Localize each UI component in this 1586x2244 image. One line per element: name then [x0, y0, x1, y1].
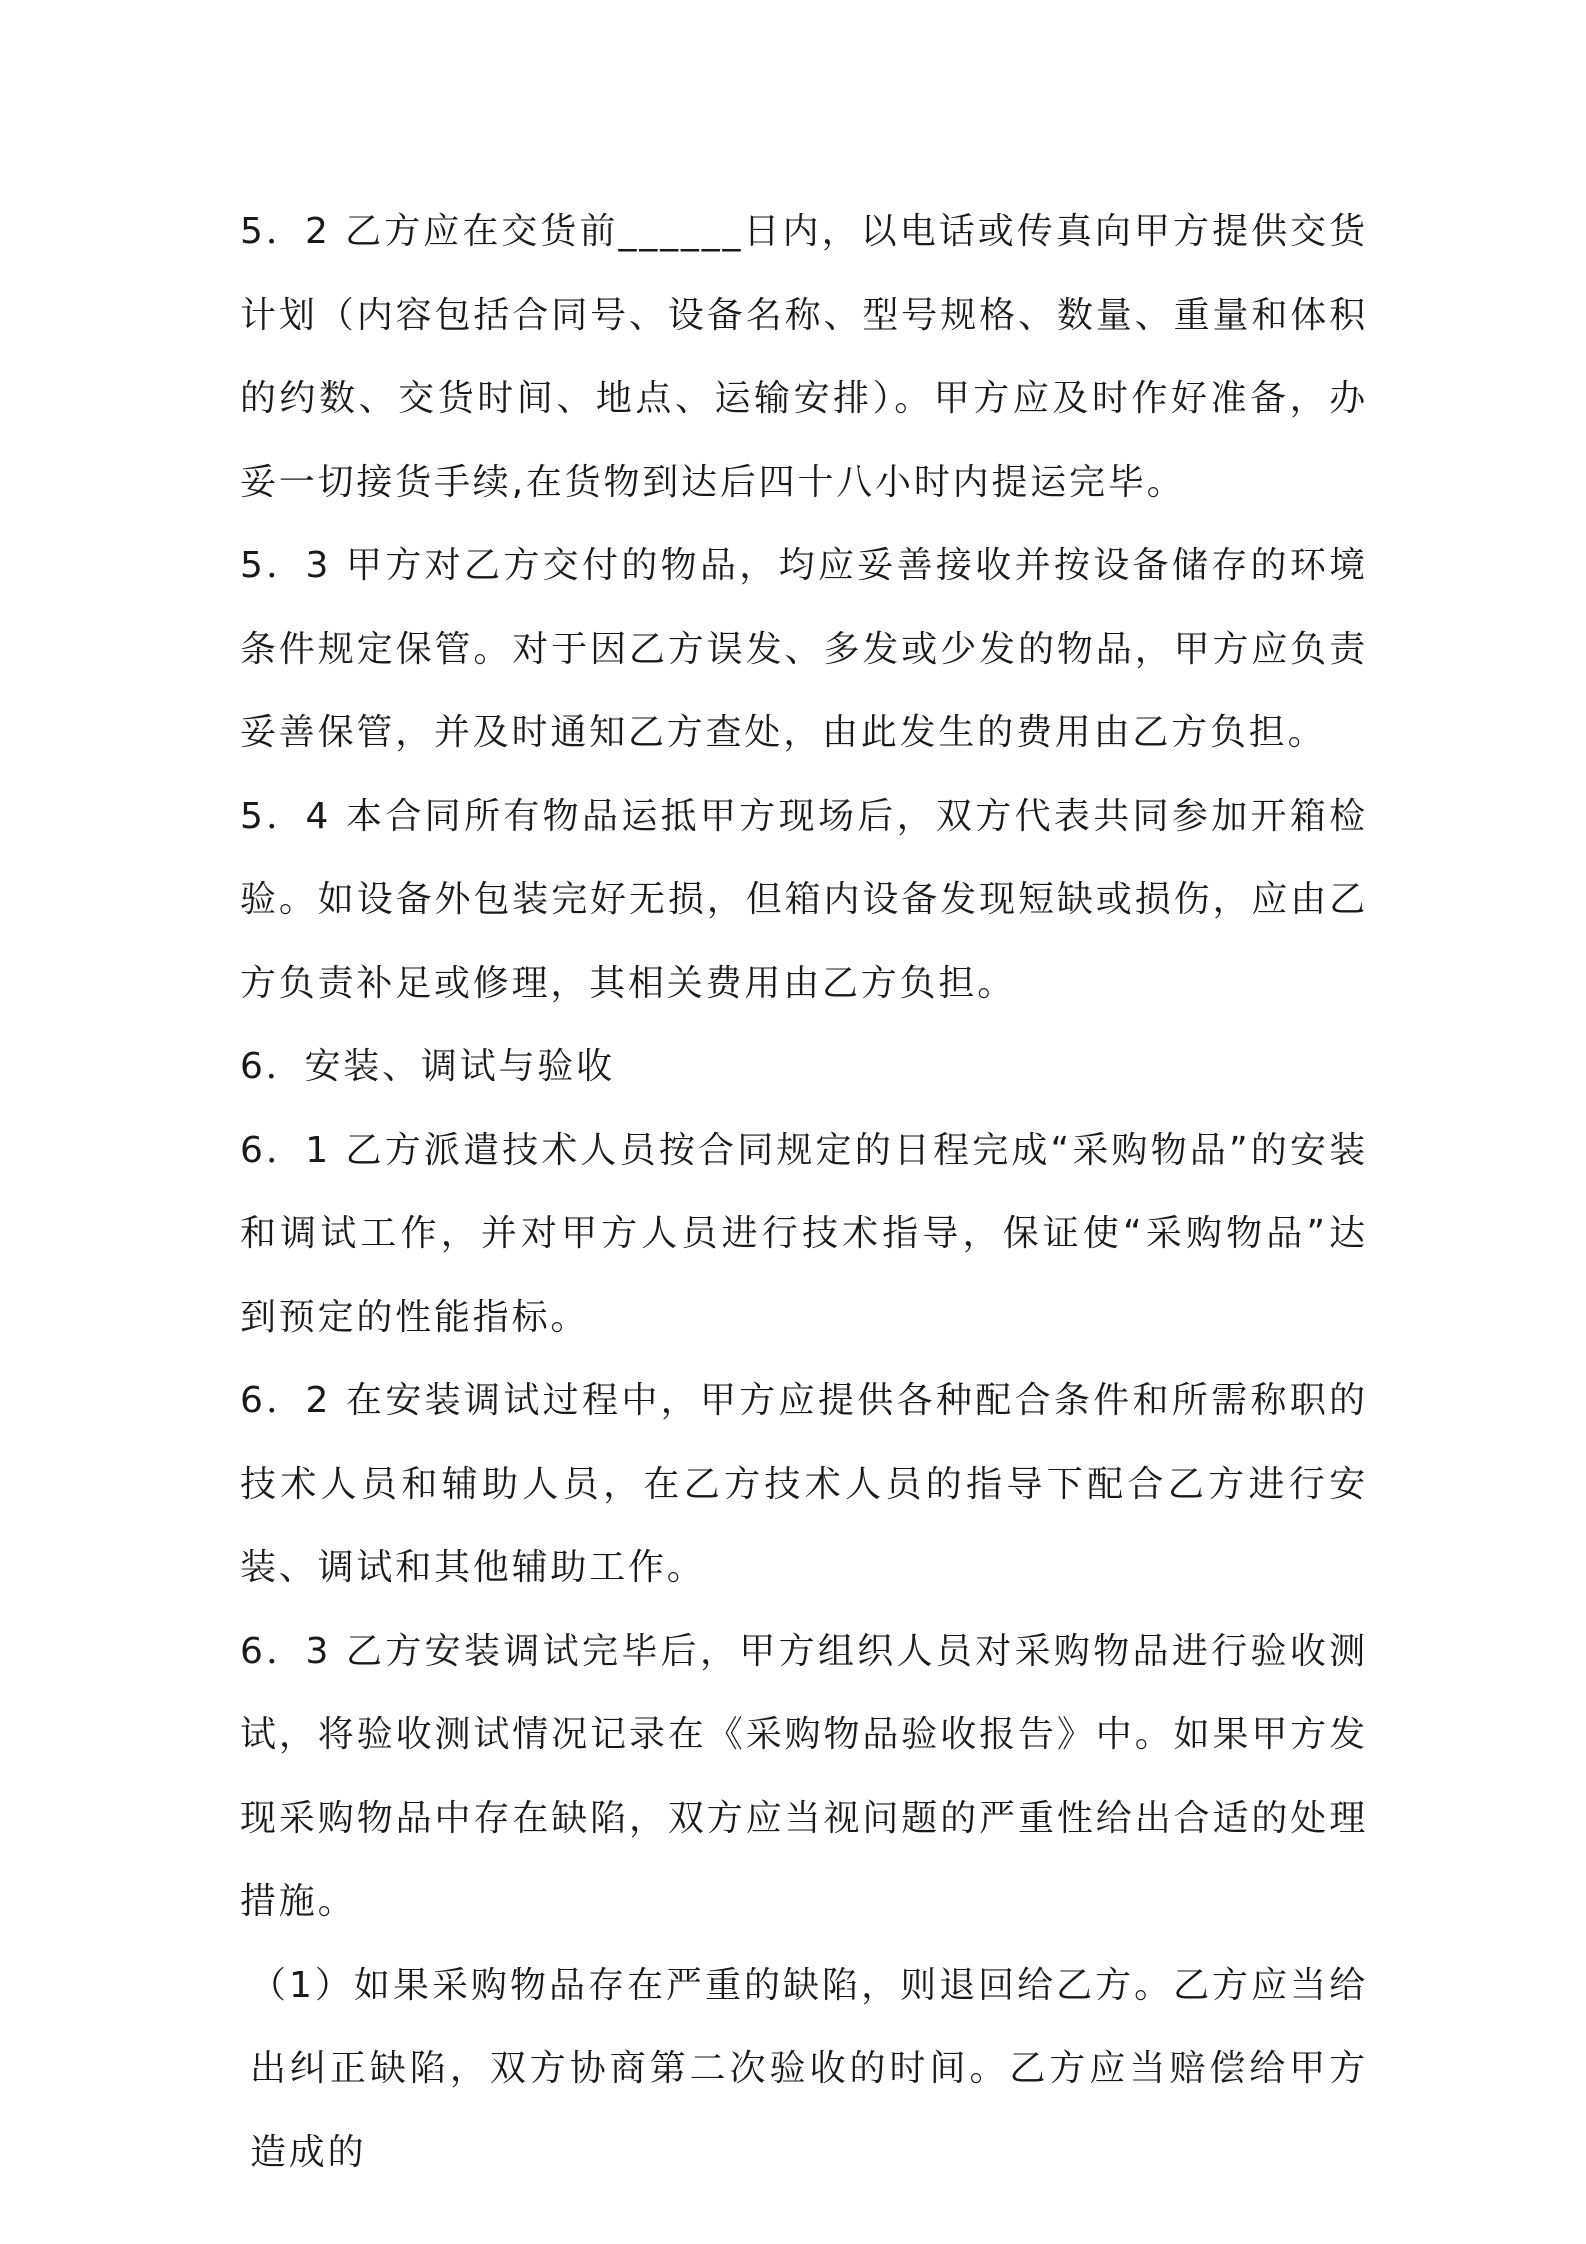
clause-6-2: 6．2 在安装调试过程中，甲方应提供各种配合条件和所需称职的技术人员和辅助人员，在乙方技术人员的指导下配合乙方进行安装、调试和其他辅助工作。 [240, 1380, 1368, 1588]
clause-6-1: 6．1 乙方派遣技术人员按合同规定的日程完成“采购物品”的安装和调试工作，并对甲方人员进行技术指导，保证使“采购物品”达到预定的性能指标。 [240, 1129, 1368, 1338]
clause-5-3: 5．3 甲方对乙方交付的物品，均应妥善接收并按设备储存的环境条件规定保管。对于因乙方误发、多发或少发的物品，甲方应负责妥善保管，并及时通知乙方查处，由此发生的费用由乙方负担。 [240, 545, 1368, 753]
clause-6-3: 6．3 乙方安装调试完毕后，甲方组织人员对采购物品进行验收测试，将验收测试情况记录在《采购物品验收报告》中。如果甲方发现采购物品中存在缺陷，双方应当视问题的严重性给出合适的处理措施。 [240, 1630, 1368, 1922]
section-6-heading: 6．安装、调试与验收 [240, 1046, 615, 1087]
clause-5-4: 5．4 本合同所有物品运抵甲方现场后，双方代表共同参加开箱检验。如设备外包装完好无损，但箱内设备发现短缺或损伤，应由乙方负责补足或修理，其相关费用由乙方负担。 [240, 795, 1368, 1004]
clause-6-3-item-1: （1）如果采购物品存在严重的缺陷，则退回给乙方。乙方应当给出纠正缺陷，双方协商第二次验收的时间。乙方应当赔偿给甲方造成的 [250, 1964, 1368, 2173]
document-body [240, 190, 1368, 2194]
clause-5-2: 5．2 乙方应在交货前______日内，以电话或传真向甲方提供交货计划（内容包括合同号、设备名称、型号规格、数量、重量和体积的约数、交货时间、地点、运输安排）。甲方应及时作好准备，办妥一切接货手续,在货物到达后四十八小时内提运完毕。 [240, 211, 1368, 503]
